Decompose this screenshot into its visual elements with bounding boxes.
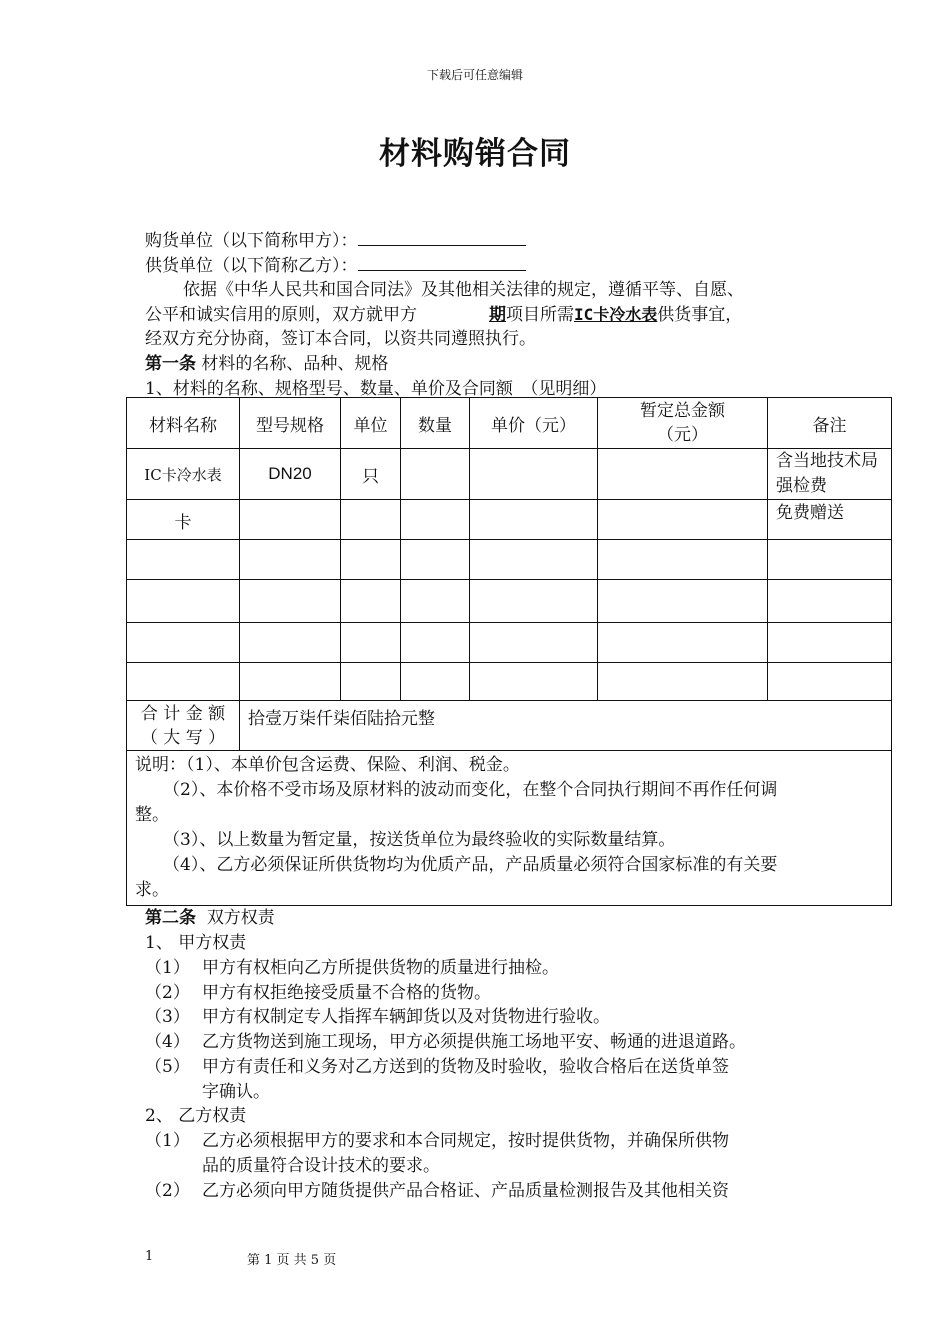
cell-total[interactable] <box>598 540 768 580</box>
list-item-text: 乙方必须向甲方随货提供产品合格证、产品质量检测报告及其他相关资 <box>202 1181 729 1201</box>
list-item-cont: 字确认。 <box>202 1082 270 1102</box>
list-item <box>145 1027 746 1052</box>
table-row <box>127 449 892 500</box>
cell-price[interactable] <box>470 580 598 623</box>
cell-remark[interactable] <box>768 623 892 663</box>
buyer-label: 购货单位（以下简称甲方）： <box>145 231 358 251</box>
intro-line1: 依据《中华人民共和国合同法》及其他相关法律的规定，遵循平等、自愿、 <box>183 280 744 300</box>
cell-remark[interactable] <box>768 663 892 701</box>
supplier-blank[interactable] <box>358 256 526 271</box>
list-item <box>145 953 559 978</box>
cell-remark[interactable] <box>768 580 892 623</box>
cell-unit[interactable] <box>341 500 401 540</box>
supplier-label: 供货单位（以下简称乙方）： <box>145 256 358 276</box>
note-line: （2）、本价格不受市场及原材料的波动而变化，在整个合同执行期间不再作任何调 <box>163 780 778 800</box>
project-phase-blank: 期 <box>489 305 506 325</box>
cell-price[interactable] <box>470 500 598 540</box>
col-header-name: 材料名称 <box>127 398 240 449</box>
cell-unit[interactable] <box>341 663 401 701</box>
col-header-spec: 型号规格 <box>240 398 341 449</box>
notes-row <box>127 751 892 906</box>
cell-spec[interactable] <box>240 580 341 623</box>
cell-price[interactable] <box>470 449 598 500</box>
list-item-num: （5） <box>145 1057 190 1077</box>
notes-cell <box>127 751 892 906</box>
list-item-num: （2） <box>145 983 190 1003</box>
note-line: 求。 <box>135 880 169 900</box>
list-item <box>145 1176 729 1201</box>
list-item-text: 乙方必须根据甲方的要求和本合同规定，按时提供货物，并确保所供物 <box>202 1131 729 1151</box>
cell-unit[interactable] <box>341 623 401 663</box>
col-header-unit: 单位 <box>341 398 401 449</box>
list-item <box>145 1002 610 1027</box>
cell-unit: 只 <box>341 449 401 500</box>
supplier-line <box>145 251 526 276</box>
list-item-num: （1） <box>145 1131 190 1151</box>
cell-spec[interactable] <box>240 500 341 540</box>
article1-title: 材料的名称、品种、规格 <box>201 354 389 374</box>
cell-price[interactable] <box>470 663 598 701</box>
table-row <box>127 663 892 701</box>
intro-line2 <box>145 300 742 325</box>
cell-spec[interactable] <box>240 540 341 580</box>
col-header-qty: 数量 <box>401 398 470 449</box>
total-row <box>127 701 892 751</box>
cell-spec[interactable] <box>240 623 341 663</box>
cell-qty[interactable] <box>401 623 470 663</box>
cell-total[interactable] <box>598 663 768 701</box>
col-header-total-l2: （元） <box>657 425 708 445</box>
cell-qty[interactable] <box>401 500 470 540</box>
intro-line2-b: 项目所需 <box>506 305 574 325</box>
cell-total[interactable] <box>598 623 768 663</box>
document-title: 材料购销合同 <box>379 136 571 172</box>
article2-title: 双方权责 <box>206 908 275 928</box>
total-amount-words: 拾壹万柒仟柒佰陆拾元整 <box>240 701 892 751</box>
cell-price[interactable] <box>470 623 598 663</box>
page-info: 第 1 页 共 5 页 <box>247 1253 337 1268</box>
col-header-total-l1: 暂定总金额 <box>640 401 725 421</box>
section-supplier-rights: 2、 乙方权责 <box>145 1106 247 1126</box>
cell-total[interactable] <box>598 580 768 623</box>
table-header-row <box>127 398 892 449</box>
section-buyer-rights: 1、 甲方权责 <box>145 933 247 953</box>
cell-qty[interactable] <box>401 663 470 701</box>
list-item-text: 甲方有权制定专人指挥车辆卸货以及对货物进行验收。 <box>202 1007 610 1027</box>
cell-qty[interactable] <box>401 580 470 623</box>
cell-spec[interactable] <box>240 663 341 701</box>
article2-label: 第二条 <box>145 908 196 928</box>
total-label-l1: 合 计 金 额 <box>140 703 226 724</box>
list-item-text: 甲方有责任和义务对乙方送到的货物及时验收，验收合格后在送货单签 <box>202 1057 729 1077</box>
cell-name[interactable] <box>127 663 240 701</box>
table-row <box>127 580 892 623</box>
list-item <box>145 1052 729 1077</box>
table-row <box>127 540 892 580</box>
cell-remark[interactable] <box>768 540 892 580</box>
article2-heading <box>145 903 275 928</box>
cell-name[interactable] <box>127 580 240 623</box>
list-item-num: （4） <box>145 1032 190 1052</box>
note-line: （3）、以上数量为暂定量，按送货单位为最终验收的实际数量结算。 <box>163 830 676 850</box>
cell-unit[interactable] <box>341 540 401 580</box>
table-row <box>127 623 892 663</box>
header-note: 下载后可任意编辑 <box>426 68 523 82</box>
cell-name[interactable] <box>127 540 240 580</box>
cell-name[interactable] <box>127 623 240 663</box>
intro-line2-a: 公平和诚实信用的原则，双方就甲方 <box>145 305 417 325</box>
cell-name: IC卡冷水表 <box>127 449 240 500</box>
col-header-price: 单价（元） <box>470 398 598 449</box>
page-number: 1 <box>145 1249 154 1264</box>
col-header-remark: 备注 <box>768 398 892 449</box>
cell-unit[interactable] <box>341 580 401 623</box>
materials-table <box>126 397 892 906</box>
cell-total[interactable] <box>598 500 768 540</box>
list-item-num: （2） <box>145 1181 190 1201</box>
intro-line2-c: 供货事宜， <box>657 305 743 325</box>
cell-price[interactable] <box>470 540 598 580</box>
note-line: 整。 <box>135 805 169 825</box>
cell-remark: 含当地技术局强检费 <box>768 449 892 500</box>
list-item <box>145 978 491 1003</box>
buyer-blank[interactable] <box>358 231 526 246</box>
list-item-text: 乙方货物送到施工现场，甲方必须提供施工场地平安、畅通的进退道路。 <box>202 1032 746 1052</box>
intro-line3: 经双方充分协商，签订本合同，以资共同遵照执行。 <box>145 329 536 349</box>
note-line: 说明：（1）、本单价包含运费、保险、利润、税金。 <box>135 755 520 775</box>
buyer-line <box>145 226 526 251</box>
list-item-num: （3） <box>145 1007 190 1027</box>
note-line: （4）、乙方必须保证所供货物均为优质产品，产品质量必须符合国家标准的有关要 <box>163 855 778 875</box>
list-item-cont: 品的质量符合设计技术的要求。 <box>202 1156 440 1176</box>
cell-spec: DN20 <box>240 449 341 500</box>
cell-qty[interactable] <box>401 540 470 580</box>
total-label <box>127 701 240 751</box>
product-name: IC卡冷水表 <box>574 305 658 324</box>
list-item-text: 甲方有权拒绝接受质量不合格的货物。 <box>202 983 491 1003</box>
table-row <box>127 500 892 540</box>
list-item <box>145 1126 729 1151</box>
list-item-num: （1） <box>145 958 190 978</box>
cell-total[interactable] <box>598 449 768 500</box>
cell-name: 卡 <box>127 500 240 540</box>
list-item-text: 甲方有权柜向乙方所提供货物的质量进行抽检。 <box>202 958 559 978</box>
total-label-l2: （ 大 写 ） <box>140 727 226 748</box>
article1-heading <box>145 349 388 374</box>
article1-label: 第一条 <box>145 354 196 374</box>
cell-qty[interactable] <box>401 449 470 500</box>
article1-sub: 1、材料的名称、规格型号、数量、单价及合同额 （见明细） <box>145 379 607 399</box>
cell-remark: 免费赠送 <box>768 500 892 540</box>
col-header-total <box>598 398 768 449</box>
